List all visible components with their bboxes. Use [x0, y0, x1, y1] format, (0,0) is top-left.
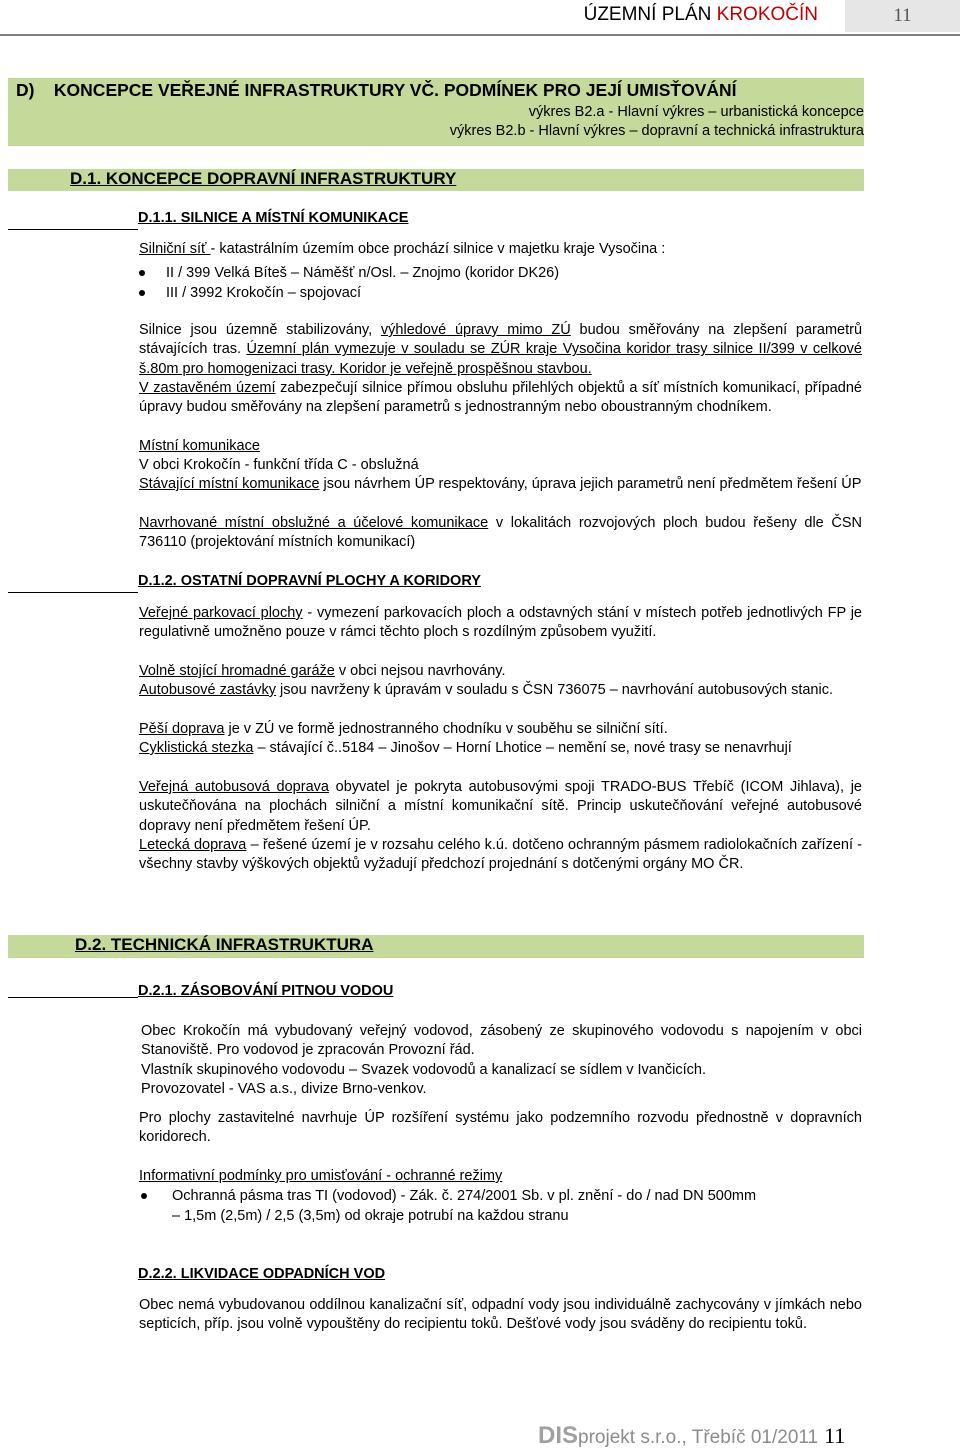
d22-para: Obec nemá vybudovanou oddílnou kanalizační síť, odpadní vody jsou individuálně zachycovány v jímkách nebo septicích, příp. jsou volně vypouštěny do recipientu toků. Dešťové vody jsou sváděny do recipientu toků. [139, 1297, 862, 1333]
section-d-title: D) KONCEPCE VEŘEJNÉ INFRASTRUKTURY VČ. PODMÍNEK PRO JEJÍ UMISŤOVÁNÍ [16, 80, 737, 100]
d12-cycle-term: Cyklistická stezka [139, 740, 254, 756]
section-d12-title: D.1.2. OSTATNÍ DOPRAVNÍ PLOCHY A KORIDORY [138, 573, 481, 589]
footer-page-number: 11 [824, 1423, 846, 1448]
d12-bus-stops-text: jsou navrženy k úpravám v souladu s ČSN 736075 – navrhování autobusových stanic. [276, 682, 833, 698]
section-d22-title: D.2.2. LIKVIDACE ODPADNÍCH VOD [138, 1266, 386, 1282]
d12-garages-term: Volně stojící hromadné garáže [139, 663, 335, 679]
d12-public-bus [139, 778, 862, 836]
d21-bullet-text: Ochranná pásma tras TI (vodovod) - Zák. č. 274/2001 Sb. v pl. znění - do / nad DN 500mm [172, 1188, 757, 1204]
d11-navrh [139, 514, 862, 553]
header-divider [0, 34, 960, 36]
d12-public-bus-text: obyvatel je pokryta autobusovými spoji TRADO-BUS Třebíč (ICOM Jihlava), je uskutečňována na plochách silniční a místní komunikační sítě. Princip uskutečňování veřejné autobusové dopravy není předmětem řešení ÚP. [139, 779, 862, 834]
section-d1-band [8, 169, 864, 191]
d11-para-1 [139, 321, 862, 379]
section-d-band [8, 78, 864, 146]
section-d-ref-2: výkres B2.b - Hlavní výkres – dopravní a technická infrastruktura [449, 123, 864, 139]
d11-intro-text: - katastrálním územím obce prochází silnice v majetku kraje Vysočina : [210, 241, 666, 257]
bullet-dot-icon [141, 1193, 147, 1199]
section-d12-rule [8, 592, 138, 593]
section-d11-rule [8, 229, 138, 230]
section-d21-rule [8, 997, 138, 998]
d11-bullet-2-text: III / 3992 Krokočín – spojovací [166, 285, 362, 301]
d12-bus-stops-term: Autobusové zastávky [139, 682, 277, 698]
d12-parking [139, 604, 862, 643]
bullet-dot-icon [139, 270, 145, 276]
d12-bus-stops [139, 681, 862, 700]
d11-para-1-b: budou směřovány na zlepšení parametrů stávajících tras. [139, 322, 863, 358]
d12-cycle-text: – stávající č..5184 – Jinošov – Horní Lhotice – nemění se, nové trasy se nenavrhují [253, 740, 792, 756]
d11-stav-term: Stávající místní komunikace [139, 476, 320, 492]
d11-navrh-term: Navrhované místní obslužné a účelové komunikace [139, 515, 489, 531]
section-d21-title: D.2.1. ZÁSOBOVÁNÍ PITNOU VODOU [138, 983, 394, 999]
d12-pedestrian [139, 720, 862, 739]
d12-air-text: – řešené území je v rozsahu celého k.ú. dotčeno ochranným pásmem radiolokačních zařízení - všechny stavby výškových objektů vyžadují předchozí projednání s dotčenými orgány MO ČR. [139, 837, 863, 873]
d12-public-bus-term: Veřejná autobusová doprava [139, 779, 329, 795]
section-d2-title: D.2. TECHNICKÁ INFRASTRUKTURA [75, 935, 374, 954]
d12-cycle [139, 739, 862, 758]
d11-bullet-1-text: II / 399 Velká Bíteš – Náměšť n/Osl. – Znojmo (koridor DK26) [166, 265, 560, 281]
d11-para-2-term: V zastavěném území [139, 380, 276, 396]
d11-intro-term: Silniční síť [139, 241, 211, 257]
d11-para-2-text: zabezpečují silnice přímou obsluhu přilehlých objektů a síť místních komunikací, případné úpravy budou směřovány na zlepšení parametrů s jednostranným nebo oboustranným chodníkem. [139, 380, 862, 416]
d11-intro [139, 240, 862, 259]
footer-dis-logo: DIS [538, 1422, 579, 1449]
d12-air-term: Letecká doprava [139, 837, 247, 853]
footer-company: projekt s.r.o., Třebíč 01/2011 [578, 1427, 819, 1448]
d11-mk-line: V obci Krokočín - funkční třída C - obslužná [139, 457, 419, 473]
d11-stav [139, 475, 862, 494]
section-d11-title: D.1.1. SILNICE A MÍSTNÍ KOMUNIKACE [138, 210, 409, 226]
d21-owner: Vlastník skupinového vodovodu – Svazek vodovodů a kanalizací se sídlem v Ivančicích. [141, 1062, 707, 1078]
section-d1-title: D.1. KONCEPCE DOPRAVNÍ INFRASTRUKTURY [70, 169, 457, 188]
d12-garages-text: v obci nejsou navrhovány. [334, 663, 506, 679]
section-d2-band [8, 935, 864, 958]
d12-parking-term: Veřejné parkovací plochy [139, 605, 303, 621]
d21-para-1: Obec Krokočín má vybudovaný veřejný vodovod, zásobený ze skupinového vodovodu s napojením v obci Stanoviště. Pro vodovod je zpracován Provozní řád. [141, 1023, 862, 1059]
d11-stav-text: jsou návrhem ÚP respektovány, úprava jejich parametrů není předmětem řešení ÚP [319, 476, 862, 492]
d12-parking-text: - vymezení parkovacích ploch a odstavných stání v místech potřeb jednotlivých FP je regulativně umožněno pouze v rámci těchto ploch s rozdílným způsobem využití. [139, 605, 862, 641]
d12-air [139, 836, 862, 875]
header-title-village: KROKOČÍN [716, 4, 818, 25]
d11-para-2 [139, 379, 862, 418]
section-d-ref-1: výkres B2.a - Hlavní výkres – urbanistická koncepce [528, 104, 864, 120]
d12-pedestrian-text: je v ZÚ ve formě jednostranného chodníku v souběhu se silniční sítí. [224, 721, 668, 737]
header-page-number: 11 [845, 0, 960, 32]
d11-mk-title [139, 437, 862, 456]
footer [538, 1422, 845, 1450]
d21-operator: Provozovatel - VAS a.s., divize Brno-venkov. [141, 1081, 427, 1097]
d21-info-title-text: Informativní podmínky pro umisťování - ochranné režimy [139, 1168, 503, 1184]
d11-para-1-u2: Územní plán vymezuje v souladu se ZÚR kraje Vysočina koridor trasy silnice II/399 v celkové š.80m pro homogenizaci trasy. Koridor je veřejně prospěšnou stavbou. [139, 341, 863, 377]
header-title [584, 4, 818, 26]
bullet-dot-icon [139, 290, 145, 296]
d12-pedestrian-term: Pěší doprava [139, 721, 225, 737]
d21-bullet-cont: – 1,5m (2,5m) / 2,5 (3,5m) od okraje potrubí na každou stranu [172, 1208, 569, 1224]
d21-info-title [139, 1167, 862, 1186]
d12-garages [139, 662, 862, 681]
header-title-main: ÚZEMNÍ PLÁN [583, 4, 712, 25]
d11-navrh-text: v lokalitách rozvojových ploch budou řešeny dle ČSN 736110 (projektování místních komunikací) [139, 515, 862, 551]
d11-para-1-a: Silnice jsou územně stabilizovány, [139, 322, 381, 338]
d11-para-1-u1: výhledové úpravy mimo ZÚ [380, 322, 571, 338]
d21-para-2: Pro plochy zastavitelné navrhuje ÚP rozšíření systému jako podzemního rozvodu přednostně v dopravních koridorech. [139, 1110, 862, 1146]
d11-mk-title-text: Místní komunikace [139, 438, 260, 454]
